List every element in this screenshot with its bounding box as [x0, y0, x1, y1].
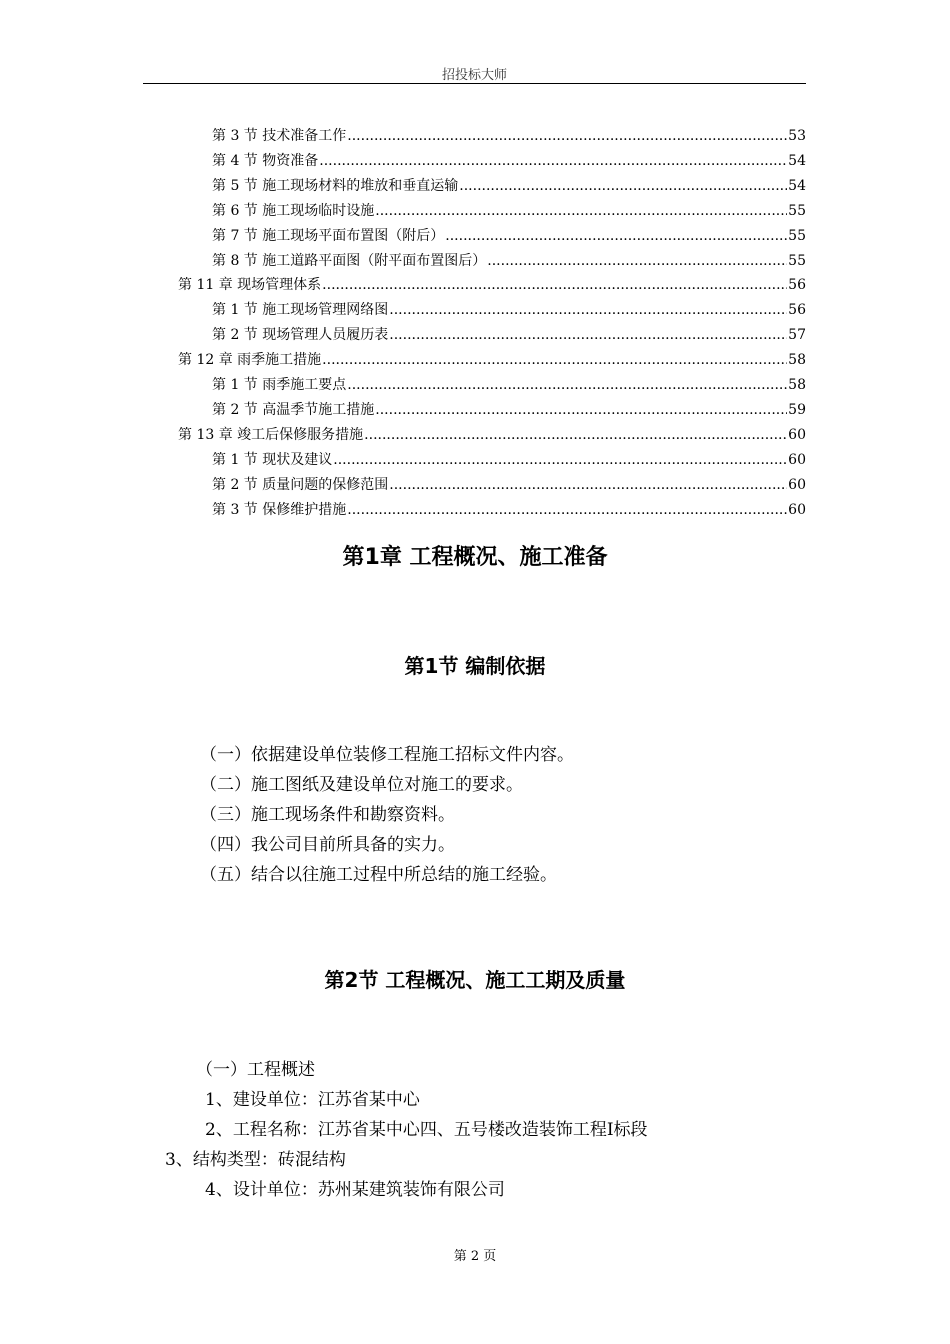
toc-dot-leader	[389, 298, 787, 323]
toc-entry[interactable]	[212, 149, 806, 174]
toc-entry[interactable]	[212, 323, 806, 348]
toc-entry-label: 第 1 节 施工现场管理网络图	[212, 302, 389, 319]
toc-entry-label: 第 2 节 高温季节施工措施	[212, 401, 375, 418]
toc-dot-leader	[364, 423, 787, 448]
overview-line: 3、结构类型：砖混结构	[165, 1150, 346, 1170]
toc-dot-leader	[333, 448, 787, 473]
section-2-title: 第2节 工程概况、施工工期及质量	[324, 968, 626, 992]
toc-dot-leader	[319, 149, 787, 174]
toc-entry-label: 第 11 章 现场管理体系	[178, 277, 322, 294]
toc-entry-label: 第 1 节 现状及建议	[212, 451, 333, 468]
toc-entry-page: 55	[788, 227, 806, 244]
toc-entry-page: 54	[788, 152, 806, 169]
toc-dot-leader	[389, 473, 787, 498]
toc-entry-label: 第 3 节 技术准备工作	[212, 128, 347, 144]
toc-entry[interactable]	[212, 124, 806, 149]
page-header: 招投标大师	[441, 68, 507, 83]
toc-dot-leader	[389, 323, 787, 348]
toc-dot-leader	[347, 498, 787, 523]
toc-entry-label: 第 2 节 现场管理人员履历表	[212, 327, 389, 344]
toc-entry[interactable]	[212, 448, 806, 473]
toc-entry-page: 56	[788, 277, 806, 294]
toc-dot-leader	[347, 373, 787, 398]
toc-entry-page: 59	[788, 401, 806, 418]
list-item: （二）施工图纸及建设单位对施工的要求。	[200, 775, 523, 795]
header-divider	[143, 83, 806, 84]
toc-entry-label: 第 3 节 保修维护措施	[212, 501, 347, 518]
page-number: 第 2 页	[453, 1249, 497, 1264]
toc-entry-label: 第 6 节 施工现场临时设施	[212, 202, 375, 219]
overview-line: 2、工程名称：江苏省某中心四、五号楼改造装饰工程Ⅰ标段	[205, 1120, 648, 1140]
toc-dot-leader	[445, 224, 787, 249]
list-item: （五）结合以往施工过程中所总结的施工经验。	[200, 865, 557, 885]
list-item: （三）施工现场条件和勘察资料。	[200, 805, 455, 825]
toc-entry-label: 第 12 章 雨季施工措施	[178, 352, 322, 369]
toc-entry[interactable]	[212, 199, 806, 224]
toc-dot-leader	[322, 348, 787, 373]
toc-entry-page: 56	[788, 302, 806, 319]
toc-dot-leader	[347, 124, 787, 149]
toc-entry-label: 第 2 节 质量问题的保修范围	[212, 476, 389, 493]
toc-entry[interactable]	[212, 473, 806, 498]
overview-line: 1、建设单位：江苏省某中心	[205, 1090, 420, 1110]
toc-entry[interactable]	[212, 398, 806, 423]
toc-dot-leader	[375, 199, 787, 224]
toc-entry-page: 60	[788, 476, 806, 493]
toc-entry[interactable]	[212, 498, 806, 523]
toc-entry-page: 57	[788, 327, 806, 344]
toc-entry[interactable]	[212, 249, 806, 274]
toc-dot-leader	[459, 174, 787, 199]
toc-entry-label: 第 5 节 施工现场材料的堆放和垂直运输	[212, 177, 459, 194]
toc-entry[interactable]	[212, 298, 806, 323]
toc-entry-page: 54	[788, 177, 806, 194]
toc-entry-page: 53	[788, 128, 806, 144]
toc-entry-label: 第 7 节 施工现场平面布置图（附后）	[212, 227, 445, 244]
toc-entry-label: 第 8 节 施工道路平面图（附平面布置图后）	[212, 252, 487, 269]
toc-dot-leader	[375, 398, 787, 423]
toc-entry-page: 55	[788, 202, 806, 219]
overview-heading: （一）工程概述	[196, 1060, 315, 1080]
list-item: （一）依据建设单位装修工程施工招标文件内容。	[200, 745, 574, 765]
toc-entry-page: 55	[788, 252, 806, 269]
toc-entry[interactable]	[178, 273, 806, 298]
toc-entry-page: 60	[788, 501, 806, 518]
overview-line: 4、设计单位：苏州某建筑装饰有限公司	[205, 1180, 505, 1200]
chapter-title: 第1章 工程概况、施工准备	[342, 545, 608, 570]
toc-entry[interactable]	[212, 373, 806, 398]
toc-entry[interactable]	[212, 224, 806, 249]
toc-entry-page: 58	[788, 377, 806, 393]
toc-entry-page: 60	[788, 426, 806, 443]
toc-dot-leader	[322, 273, 787, 298]
toc-entry-label: 第 13 章 竣工后保修服务措施	[178, 426, 364, 443]
list-item: （四）我公司目前所具备的实力。	[200, 835, 455, 855]
section-1-title: 第1节 编制依据	[404, 654, 546, 678]
toc-entry-page: 60	[788, 451, 806, 468]
toc-entry[interactable]	[178, 423, 806, 448]
toc-entry-label: 第 1 节 雨季施工要点	[212, 377, 347, 393]
toc-entry-label: 第 4 节 物资准备	[212, 152, 319, 169]
toc-entry-page: 58	[788, 352, 806, 369]
toc-entry[interactable]	[178, 348, 806, 373]
toc-entry[interactable]	[212, 174, 806, 199]
basis-list	[200, 740, 820, 890]
toc-dot-leader	[487, 249, 787, 274]
